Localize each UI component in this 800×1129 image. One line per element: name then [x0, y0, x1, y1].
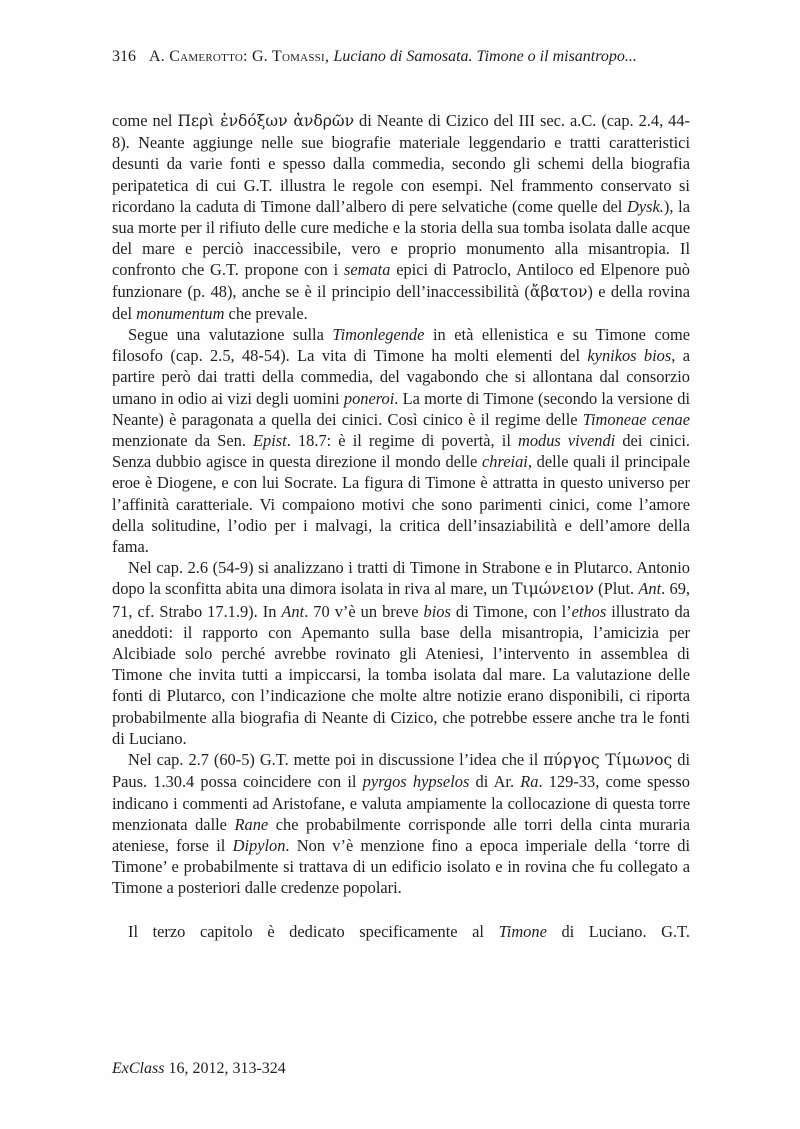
body-text	[112, 110, 690, 942]
text-run: dei cinici. Senza dubbio agisce in questa direzione il mondo delle	[112, 431, 690, 472]
paragraph-1	[112, 110, 690, 324]
paragraph-4	[112, 749, 690, 898]
text-run: Nel cap. 2.6 (54-9) si analizzano i tratti di Timone in Strabone e in Plutarco. Antonio dopo la sconfitta abita una dimora isolata in riva al mare, un	[112, 558, 690, 599]
text-run: ), la sua morte per il rifiuto delle cure mediche e la storia della sua tomba isolata dalle acque del mare e perciò inaccessibile, vero e proprio monumento alla misantropia. Il confronto che G.T. propone con i	[112, 196, 690, 280]
paragraph-2	[112, 324, 690, 557]
text-run: di Paus. 1.30.4 possa coincidere con il	[112, 750, 690, 792]
text-run: . Non v’è menzione fino a epoca imperiale della ‘torre di Timone’ e probabilmente si trattava di un edificio isolato e in rovina che fu collegato a Timone a posteriori dalle credenze popolari.	[112, 835, 690, 898]
running-header	[112, 47, 690, 67]
text-run: Luciano di Samosata. Timone o il misantropo...	[333, 48, 637, 65]
text-run: Epist	[253, 431, 287, 451]
text-run: di Neante di Cizico del III sec. a.C. (cap. 2.4, 44-8). Neante aggiunge nelle sue biografie materiale leggendario e tratti caratteristici desunti da varie fonti e spesso dalla commedia, secondo gli schemi della biografia peripatetica di cui G.T. illustra le regole con esempi. Nel frammento conservato si ricordano la caduta di Timone dall’albero di pere selvatiche (come quelle del	[112, 111, 690, 216]
text-run: . La morte di Timone (secondo la versione di Neante) è paragonata a quella dei cinici. Così cinico è il regime delle	[112, 388, 691, 429]
text-run: ἄβατον	[529, 282, 588, 301]
footer-text	[112, 1060, 286, 1077]
text-run: ) e della rovina del	[112, 281, 690, 323]
text-run: Timonlegende	[332, 325, 425, 345]
text-run: Τιμώνειον	[512, 580, 594, 599]
text-run: Timoneae cenae	[582, 409, 690, 429]
text-run: (Plut.	[593, 579, 639, 599]
text-run: ethos	[571, 601, 607, 621]
running-head-text	[149, 48, 637, 65]
text-run: di Ar.	[469, 772, 521, 792]
text-run: . 70 v’è un breve	[304, 601, 424, 621]
text-run: in età ellenistica e su Timone come filosofo (cap. 2.5, 48-54). La vita di Timone ha molti elementi del	[112, 325, 690, 366]
text-run: illustrato da aneddoti: il rapporto con Apemanto sulla base della misantropia, l’amicizia per Alcibiade solo perché avrebbe rovinato gli Ateniesi, l’intervento in assemblea di Timone che invita tutti a impiccarsi, la tomba isolata dal mare. La valutazione delle fonti di Plutarco, con l’indicazione che molte altre notizie erano disponibili, ci riporta probabilmente alla biografia di Neante di Cizico, che potrebbe essere anche tra le fonti di Luciano.	[112, 601, 690, 748]
text-run: . 129-33, come spesso indicano i commenti ad Aristofane, e valuta ampiamente la collocazione di questa torre menzionata dalle	[112, 772, 690, 834]
paragraph-5	[112, 921, 690, 942]
text-run: A. Camerotto: G. Tomassi,	[149, 48, 334, 65]
text-run: Ra	[520, 772, 539, 792]
text-run: menzionate da Sen.	[112, 431, 254, 451]
text-run: , delle quali il principale eroe è Diogene, e con lui Socrate. La figura di Timone è attratta in questo universo per l’affinità caratteriale. Vi compaiono motivi che sono parimenti cinici, come l’amore della solitudine, l’odio per i malvagi, la critica dell’insaziabilità e dell’amore della fama.	[112, 452, 690, 557]
page-number: 316	[112, 48, 136, 65]
text-run: Nel cap. 2.7 (60-5) G.T. mette poi in discussione l’idea che il	[128, 750, 544, 770]
text-run: Περὶ ἐνδόξων ἀνδρῶν	[177, 112, 355, 130]
journal-footer	[112, 1060, 286, 1078]
text-run: modus vivendi	[517, 431, 616, 451]
text-run: bios	[423, 601, 451, 621]
text-run: chreiai	[482, 452, 528, 472]
text-run: Ant	[281, 601, 305, 621]
text-run: Il terzo capitolo è dedicato specificamente al	[128, 921, 499, 941]
text-run: kynikos bios	[587, 346, 672, 366]
text-run: Rane	[234, 814, 269, 834]
text-run: che prevale.	[224, 303, 308, 323]
text-run: poneroi	[343, 388, 395, 408]
text-run: di Luciano. G.T.	[546, 921, 690, 941]
text-run: 16, 2012, 313-324	[164, 1060, 286, 1077]
text-run: Dysk.	[627, 196, 664, 216]
text-run: come nel	[112, 111, 178, 130]
paragraph-3	[112, 557, 690, 749]
text-run: monumentum	[136, 303, 225, 323]
text-run: . 18.7: è il regime di povertà, il	[286, 431, 518, 451]
text-run: πύργος Τίμωνος	[543, 751, 673, 770]
text-run: . 69, 71, cf. Strabo 17.1.9). In	[112, 579, 691, 621]
text-run: Segue una valutazione sulla	[128, 325, 333, 345]
text-run: , a partire però dai tratti della commedia, del vagabondo che si allontana dal consorzio umano in odio ai vizi degli uomini	[112, 346, 690, 408]
text-run: epici di Patroclo, Antiloco ed Elpenore può funzionare (p. 48), anche se è il principio dell’inaccessibilità (	[112, 260, 690, 301]
text-run: semata	[344, 260, 391, 280]
text-run: ExClass	[112, 1060, 165, 1077]
text-run: Dipylon	[232, 835, 286, 855]
text-run: Timone	[498, 921, 547, 941]
text-run: Ant	[638, 579, 662, 599]
text-run: di Timone, con l’	[450, 601, 572, 621]
text-run: che probabilmente corrisponde alle torri della cinta muraria ateniese, forse il	[112, 814, 690, 855]
text-run: pyrgos hypselos	[362, 772, 470, 792]
